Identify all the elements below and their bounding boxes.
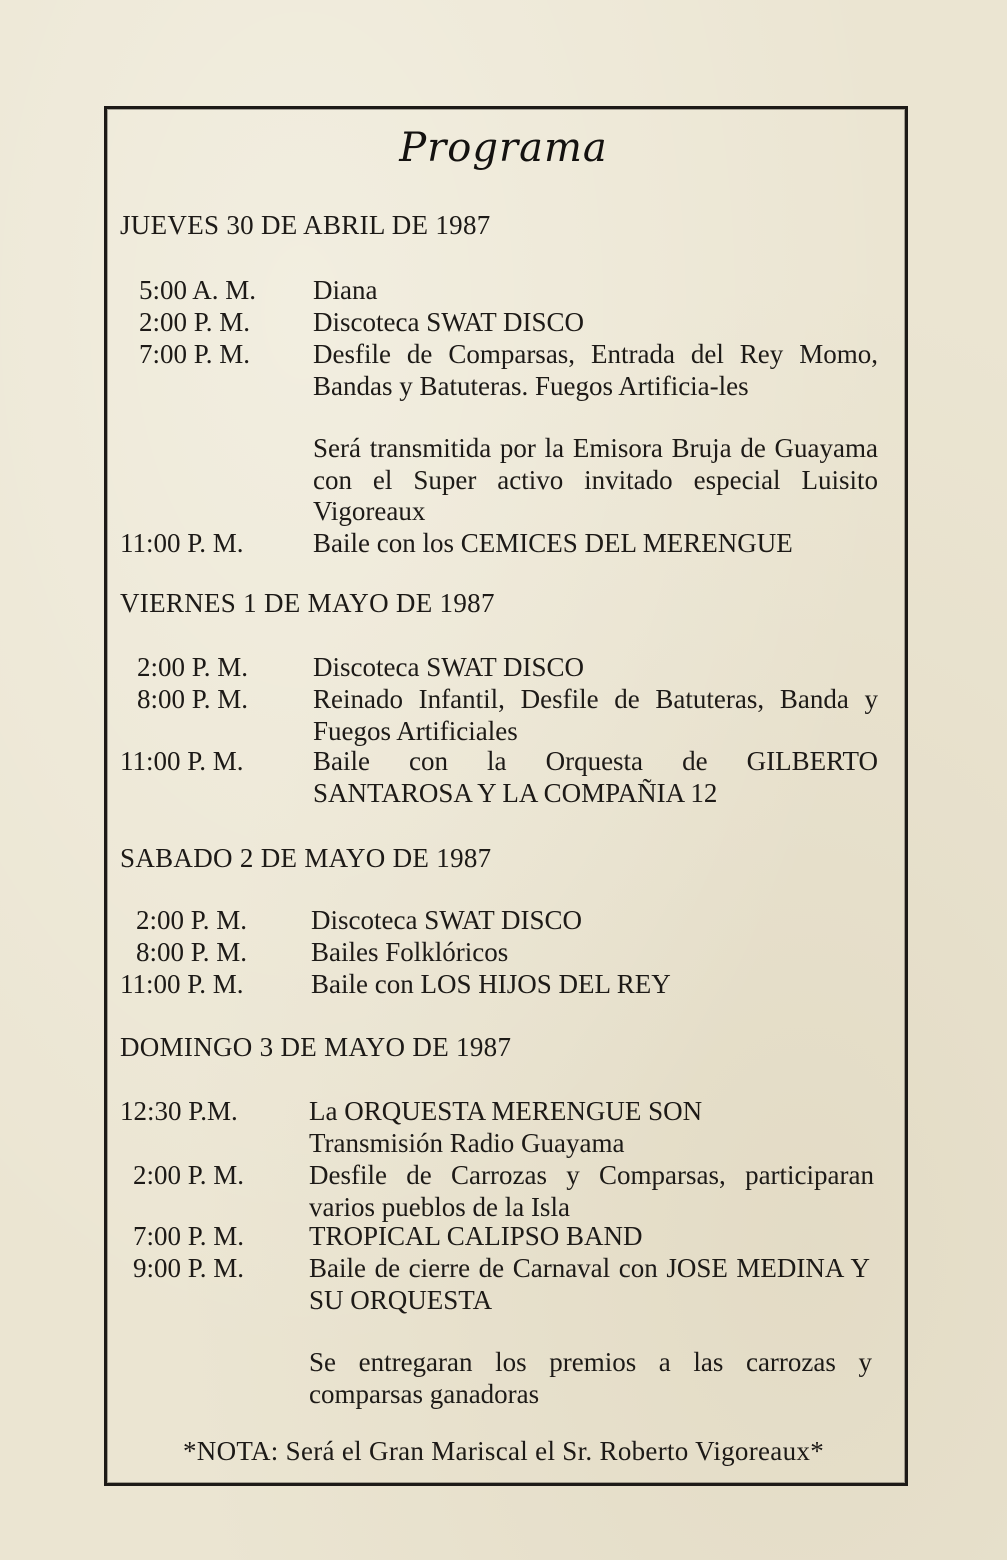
event-text: Discoteca SWAT DISCO — [313, 652, 584, 682]
event-text: TROPICAL CALIPSO BAND — [309, 1221, 643, 1251]
day-heading-jueves: JUEVES 30 DE ABRIL DE 1987 — [120, 210, 491, 240]
event-text: Diana — [313, 275, 378, 305]
event-note: Será transmitida por la Emisora Bruja de Guayama con el Super activo invitado especial Luisito Vigoreaux — [313, 433, 878, 526]
event-text: Desfile de Carrozas y Comparsas, participaran varios pueblos de la Isla — [309, 1160, 874, 1222]
event-text: Baile con LOS HIJOS DEL REY — [311, 969, 671, 999]
event-text: Baile con la Orquesta de GILBERTO SANTAROSA Y LA COMPAÑIA 12 — [313, 746, 878, 808]
event-note: Se entregaran los premios a las carrozas y comparsas ganadoras — [309, 1347, 872, 1409]
event-time: 7:00 P. M. — [133, 1221, 245, 1251]
footer-note: *NOTA: Será el Gran Mariscal el Sr. Roberto Vigoreaux* — [182, 1436, 824, 1466]
event-time: 11:00 P. M. — [120, 528, 244, 558]
event-text: Baile con los CEMICES DEL MERENGUE — [313, 528, 793, 558]
event-text: Reinado Infantil, Desfile de Batuteras, Banda y Fuegos Artificiales — [313, 684, 878, 746]
event-time: 2:00 P. M. — [137, 652, 249, 682]
event-text: Discoteca SWAT DISCO — [313, 307, 584, 337]
event-time: 11:00 P. M. — [120, 746, 244, 776]
event-time: 2:00 P. M. — [136, 905, 248, 935]
day-heading-domingo: DOMINGO 3 DE MAYO DE 1987 — [120, 1032, 512, 1062]
program-title: Programa — [399, 125, 608, 171]
event-text: La ORQUESTA MERENGUE SON — [309, 1096, 703, 1126]
event-time: 7:00 P. M. — [139, 339, 251, 369]
event-time: 2:00 P. M. — [133, 1160, 245, 1190]
event-time: 8:00 P. M. — [137, 684, 249, 714]
event-time: 9:00 P. M. — [133, 1253, 245, 1283]
day-heading-viernes: VIERNES 1 DE MAYO DE 1987 — [120, 588, 495, 618]
event-time: 5:00 A. M. — [139, 275, 257, 305]
event-time: 8:00 P. M. — [136, 937, 248, 967]
event-text: Bailes Folklóricos — [311, 937, 509, 967]
event-text: Baile de cierre de Carnaval con JOSE MEDINA Y SU ORQUESTA — [309, 1253, 870, 1315]
event-time: 12:30 P.M. — [120, 1096, 238, 1126]
event-text: Discoteca SWAT DISCO — [311, 905, 582, 935]
event-text: Desfile de Comparsas, Entrada del Rey Momo, Bandas y Batuteras. Fuegos Artificia-les — [313, 339, 878, 401]
event-note: Transmisión Radio Guayama — [309, 1128, 625, 1158]
day-heading-sabado: SABADO 2 DE MAYO DE 1987 — [120, 843, 492, 873]
event-time: 2:00 P. M. — [139, 307, 251, 337]
event-time: 11:00 P. M. — [120, 969, 244, 999]
